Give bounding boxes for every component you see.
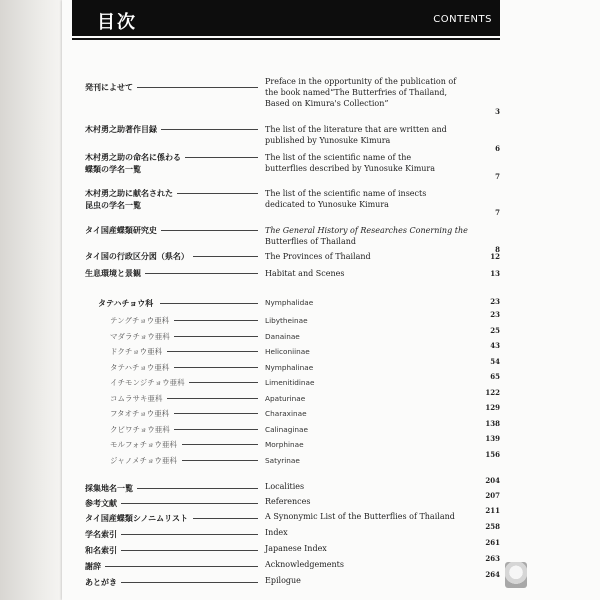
page-number: 8 [495,245,500,254]
subfamily-japanese: マダラチョウ亜科 [110,331,170,341]
toc-entry-english: butterflies described by Yunosuke Kimura [265,164,436,173]
page-title: 目次 [97,12,137,33]
subfamily-japanese: ジャノメチョウ亜科 [110,455,177,465]
page-number: 25 [490,325,500,335]
book-gutter-shadow [0,0,62,600]
back-matter-japanese: 学名索引 [85,530,117,539]
toc-entry-japanese: タイ国産蝶類研究史 [85,226,157,235]
leader-line [174,413,258,414]
toc-entry-english: The list of the scientific name of insects [265,189,427,198]
page-number: 7 [495,172,500,181]
page-number: 43 [490,341,500,350]
leader-line [121,550,258,551]
subfamily-english: Libytheinae [265,316,308,325]
toc-entry-english: dedicated to Yunosuke Kimura [265,200,389,209]
leader-line [105,566,258,567]
subfamily-japanese: モルフォチョウ亜科 [110,440,177,449]
back-matter-english: References [265,497,311,506]
toc-entry-japanese: 木村勇之助に献名された [85,189,173,198]
leader-line [161,129,258,130]
page-number: 3 [495,107,500,116]
page-number: 129 [485,403,500,412]
subfamily-japanese: ドクチョウ亜科 [110,347,163,356]
toc-entry-japanese: 木村勇之助の命名に係わる [85,153,181,162]
page-number: 122 [485,387,500,397]
back-matter-english: Epilogue [265,576,301,585]
toc-entry-english: The Provinces of Thailand [265,252,371,261]
leader-line [137,488,258,489]
leader-line [121,582,258,583]
subfamily-japanese: フタオチョウ亜科 [110,409,170,418]
back-matter-english: Index [265,528,288,537]
leader-line [121,503,258,504]
back-matter-japanese: タイ国産蝶類シノニムリスト [85,514,188,523]
family-english: Nymphalidae [265,298,314,307]
page-number: 156 [485,449,500,459]
page-number: 12 [490,252,500,261]
subfamily-japanese: イチモンジチョウ亜科 [110,378,185,387]
toc-entry-english: The General History of Researches Conerning the [265,226,468,235]
subfamily-english: Nymphalinae [265,362,314,372]
subfamily-english: Charaxinae [265,409,307,418]
subfamily-japanese: テングチョウ亜科 [110,316,170,325]
header-rule [72,38,500,40]
subfamily-english: Limenitidinae [265,378,315,387]
leader-line [145,273,258,274]
subfamily-english: Morphinae [265,440,304,449]
header-bar [72,0,500,36]
leader-line [193,256,258,257]
page-number: 204 [485,476,500,485]
page-number: 139 [485,434,500,443]
subfamily-japanese: タテハチョウ亜科 [110,362,170,372]
leader-line [185,157,258,158]
subfamily-english: Heliconiinae [265,347,310,356]
page-number: 13 [490,269,500,278]
leader-line [174,320,258,321]
page-number: 138 [485,418,500,428]
page-number: 264 [485,570,500,579]
toc-entry-english: Based on Kimura's Collection” [265,99,389,108]
page-number: 7 [495,208,500,217]
toc-entry-english: Butterflies of Thailand [265,237,357,246]
page-number: 263 [485,554,500,563]
back-matter-english: Japanese Index [265,544,327,553]
toc-entry-english: Preface in the opportunity of the publication of [265,77,457,86]
toc-entry-japanese: 蝶類の学名一覧 [85,165,141,174]
toc-entry-english: the book named“The Butterfries of Thailand, [265,88,448,97]
contents-label: CONTENTS [433,14,492,25]
leader-line [193,518,258,519]
back-matter-japanese: 参考文献 [85,499,117,508]
subfamily-english: Satyrinae [265,455,300,465]
page-number: 65 [490,372,500,381]
back-matter-english: A Synonymic List of the Butterflies of Thailand [265,512,455,521]
back-matter-japanese: あとがき [85,578,117,587]
subfamily-english: Danainae [265,331,300,341]
toc-entry-japanese: 木村勇之助著作目録 [85,125,157,134]
toc-entry-japanese: タイ国の行政区分図（県名） [85,252,189,261]
leader-line [167,398,259,399]
subfamily-english: Calinaginae [265,424,308,434]
page-number: 6 [495,144,500,153]
leader-line [182,444,259,445]
leader-line [174,336,258,337]
page-number: 258 [485,522,500,531]
toc-entry-japanese: 昆虫の学名一覧 [85,201,141,210]
leader-line [174,429,258,430]
leader-line [174,367,258,368]
leader-line [189,382,258,383]
leader-line [137,87,258,88]
leader-line [161,230,258,231]
leader-line [121,534,258,535]
back-matter-japanese: 謝辞 [85,562,101,571]
page-number: 207 [485,491,500,500]
page-number: 23 [490,310,500,319]
leader-line [160,303,258,304]
subfamily-english: Apaturinae [265,393,306,403]
back-matter-english: Acknowledgements [265,560,344,569]
page-number: 54 [490,356,500,366]
toc-entry-english: The list of the scientific name of the [265,153,412,162]
back-matter-japanese: 和名索引 [85,546,117,555]
back-matter-english: Localities [265,482,305,491]
toc-entry-japanese: 生息環境と景観 [85,269,141,278]
subfamily-japanese: クビワチョウ亜科 [110,424,170,434]
page-number: 23 [490,297,500,306]
back-matter-japanese: 採集地名一覧 [85,484,133,493]
leader-line [167,351,259,352]
family-japanese: タテハチョウ科 [98,299,154,308]
toc-entry-english: published by Yunosuke Kimura [265,136,391,145]
toc-entry-japanese: 発刊によせて [85,83,133,92]
stamp-mark [505,562,527,588]
subfamily-japanese: コムラサキ亜科 [110,393,163,403]
leader-line [177,193,258,194]
toc-entry-english: The list of the literature that are written and [265,125,447,134]
toc-entry-english: Habitat and Scenes [265,269,345,278]
leader-line [182,460,259,461]
page-number: 261 [485,538,500,547]
page-number: 211 [485,506,500,515]
